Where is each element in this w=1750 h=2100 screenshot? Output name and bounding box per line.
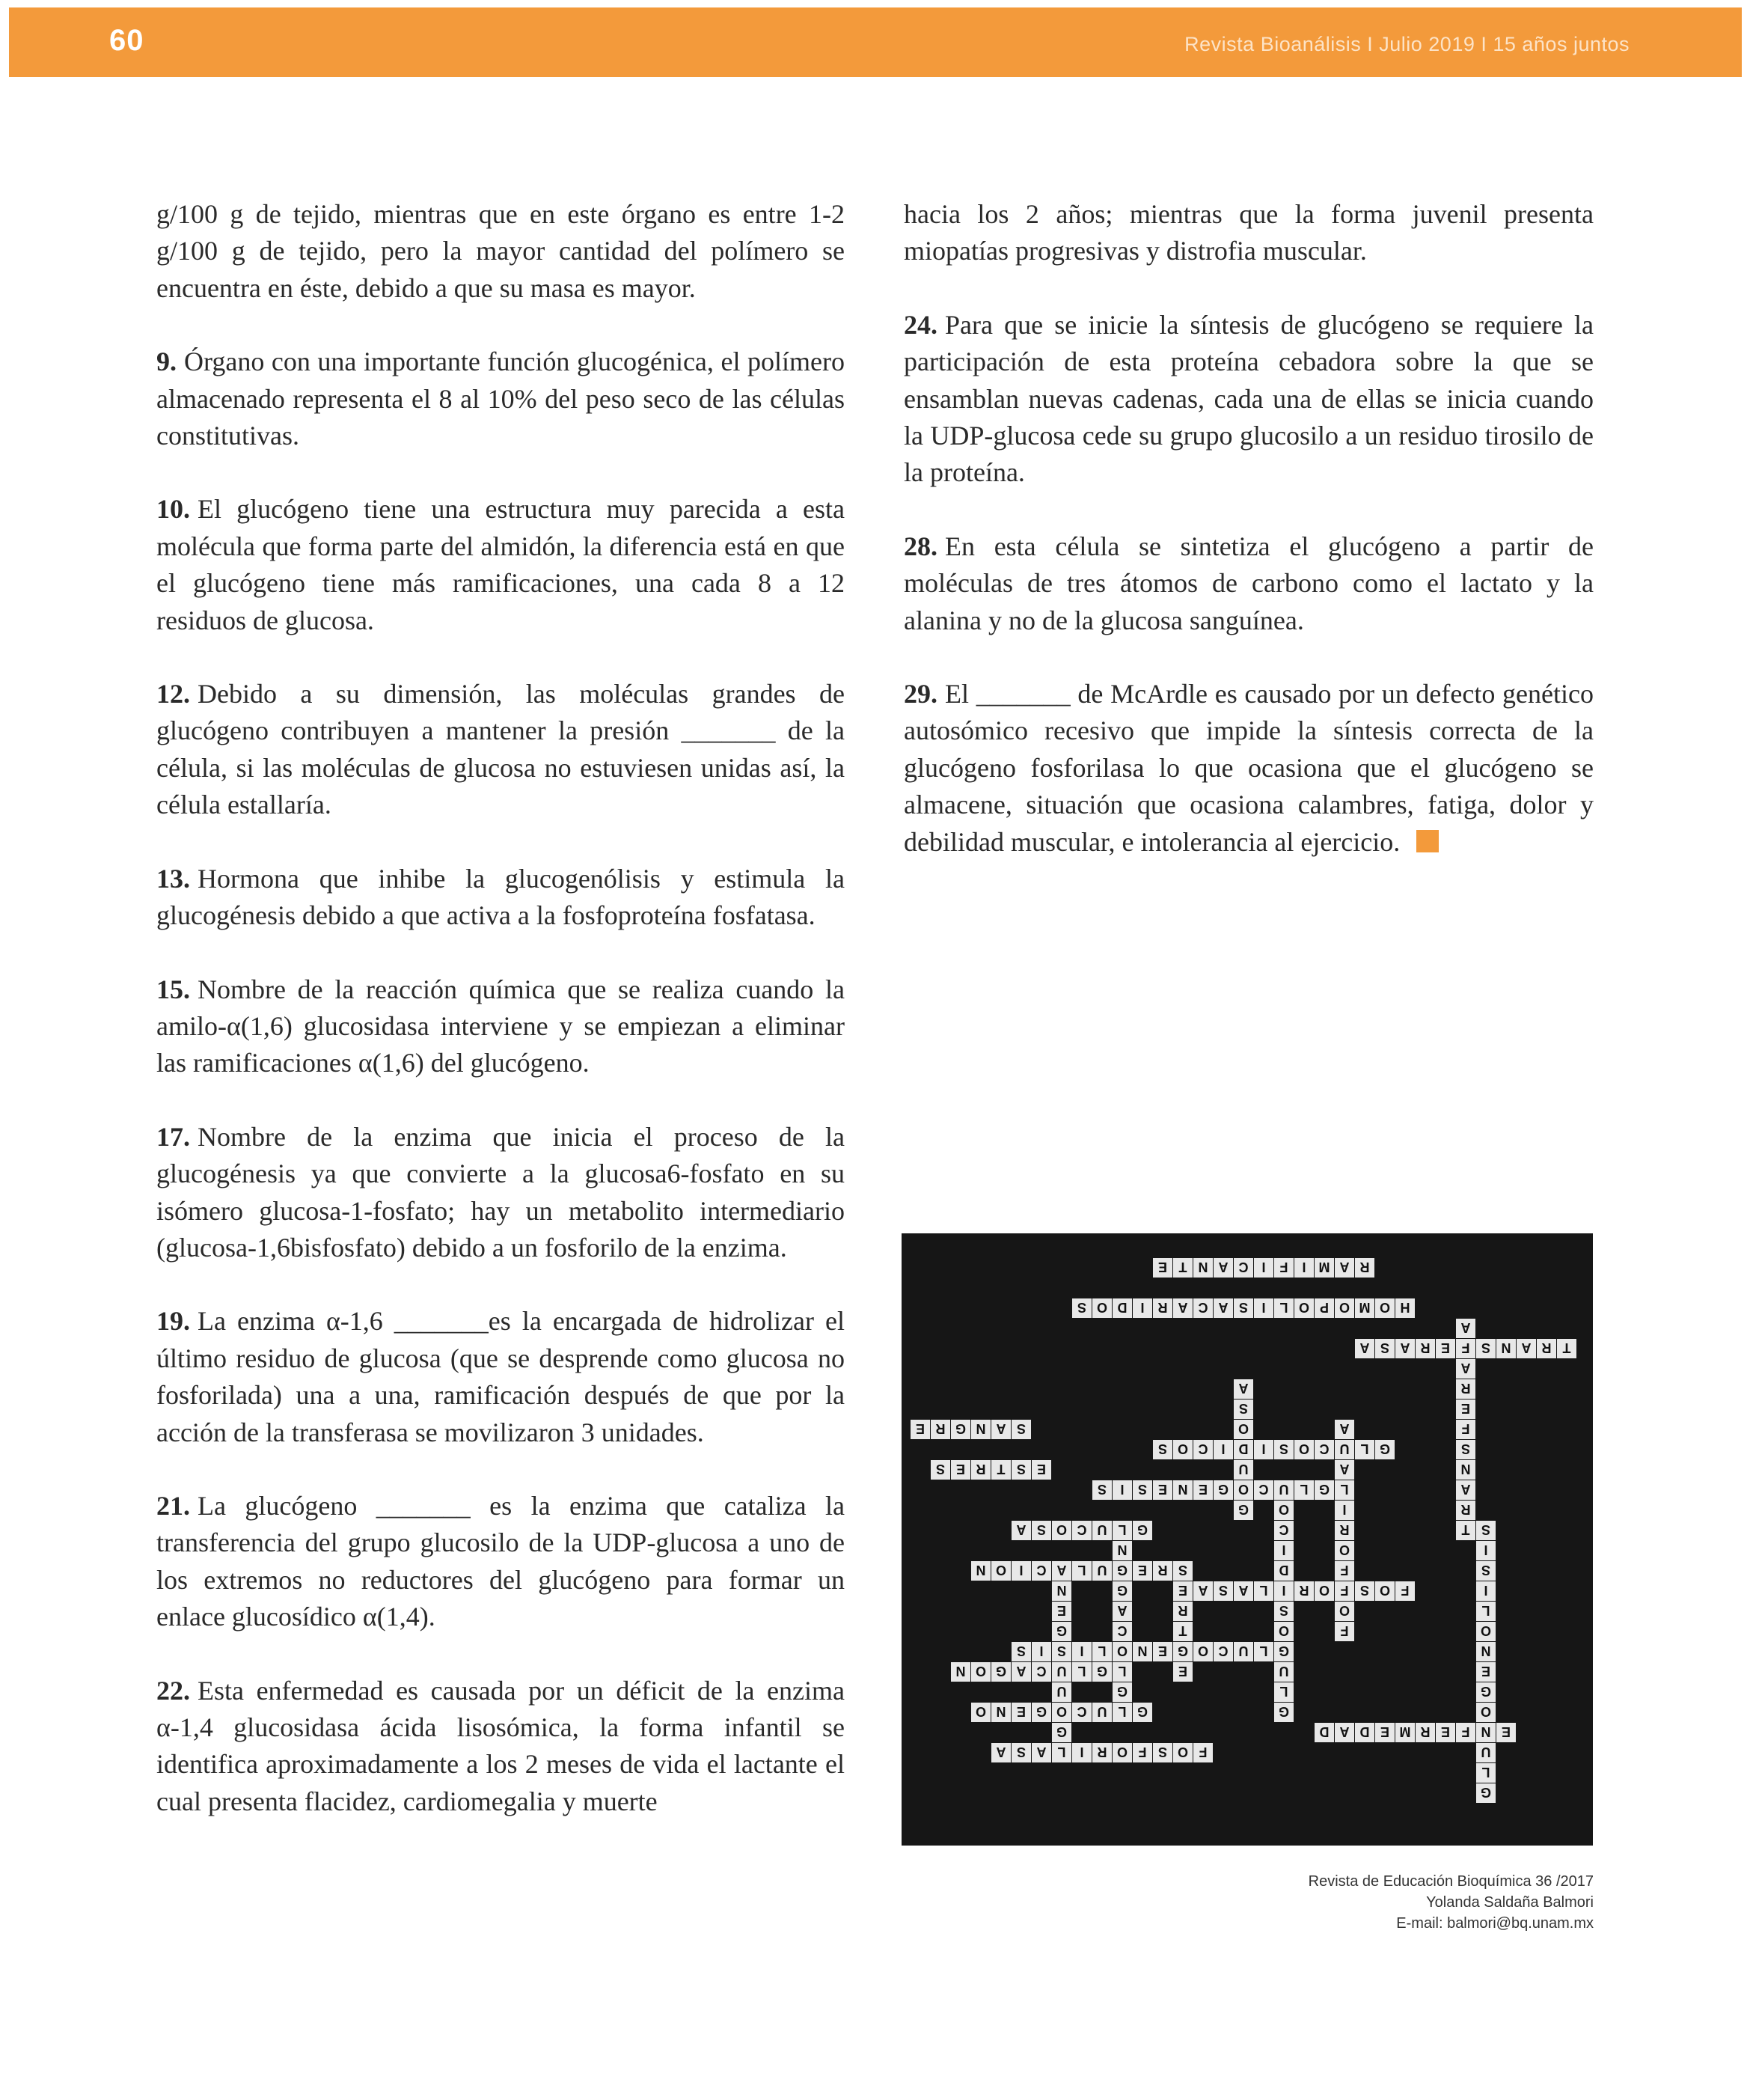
crossword-letter: A <box>1400 1340 1410 1355</box>
crossword-letter: F <box>1401 1583 1410 1598</box>
crossword-letter: O <box>1379 1583 1391 1598</box>
crossword-letter: E <box>1198 1482 1208 1497</box>
crossword-letter: L <box>1259 1583 1268 1598</box>
crossword-letter: L <box>1481 1603 1490 1618</box>
crossword-letter: I <box>1484 1542 1488 1557</box>
crossword-letter: O <box>1338 1542 1350 1557</box>
crossword-letter: L <box>1118 1664 1127 1679</box>
crossword-letter: S <box>1380 1340 1390 1355</box>
crossword-puzzle-image <box>902 1233 1593 1846</box>
crossword-letter: A <box>1218 1300 1229 1315</box>
clue-10 <box>156 491 845 639</box>
crossword-letter: F <box>1279 1260 1288 1275</box>
crossword-letter: D <box>1238 1441 1249 1456</box>
crossword-letter: G <box>1237 1502 1249 1517</box>
crossword-letter: F <box>1138 1745 1147 1759</box>
clue-24 <box>904 307 1594 492</box>
crossword-letter: F <box>1199 1745 1208 1759</box>
crossword-letter: O <box>1116 1745 1128 1759</box>
clue-number: 24. <box>904 309 937 340</box>
crossword-letter: E <box>1137 1563 1148 1578</box>
clue-number: 28. <box>904 531 937 561</box>
crossword-letter: R <box>1097 1745 1107 1759</box>
crossword-letter: N <box>1056 1583 1067 1598</box>
crossword-letter: U <box>1279 1482 1289 1497</box>
crossword-letter: L <box>1360 1441 1369 1456</box>
crossword-letter: R <box>1460 1502 1471 1517</box>
crossword-letter: O <box>1298 1300 1310 1315</box>
crossword-letter: N <box>1117 1542 1128 1557</box>
crossword-letter: D <box>1319 1724 1330 1739</box>
crossword-letter: M <box>1318 1260 1330 1275</box>
crossword-letter: G <box>1379 1441 1391 1456</box>
clue-text: La enzima α-1,6 _______es la encargada de hidrolizar el último residuo de glucosa (que se desprende como glucosa no fosforilada) una a una, ramificación después de que por la acción de la transferasa se movilizaron 3 unidades. <box>156 1306 845 1447</box>
clue-number: 9. <box>156 347 177 377</box>
crossword-letter: E <box>1481 1664 1491 1679</box>
clue-number: 19. <box>156 1306 190 1337</box>
crossword-letter: F <box>1340 1563 1349 1578</box>
crossword-letter: E <box>1157 1260 1168 1275</box>
crossword-letter: C <box>1258 1482 1269 1497</box>
crossword-letter: M <box>1359 1300 1371 1315</box>
crossword-letter: U <box>1097 1563 1107 1578</box>
page-number: 60 <box>109 24 144 57</box>
paragraph-continued <box>156 196 845 307</box>
crossword-letter: G <box>1116 1684 1128 1699</box>
journal-title: Revista Bioanálisis I Julio 2019 I 15 años juntos <box>1184 33 1630 55</box>
crossword-letter: S <box>1157 1745 1168 1759</box>
crossword-letter: E <box>1380 1724 1390 1739</box>
crossword-letter: G <box>1116 1563 1128 1578</box>
clue-22 <box>156 1673 845 1821</box>
crossword-letter: A <box>1178 1300 1188 1315</box>
crossword-letter: S <box>1481 1563 1491 1578</box>
crossword-letter: O <box>975 1664 987 1679</box>
crossword-letter: T <box>1461 1522 1470 1537</box>
crossword-letter: S <box>1460 1441 1471 1456</box>
crossword-letter: O <box>1338 1300 1350 1315</box>
crossword-letter: O <box>1480 1623 1492 1638</box>
clue-text: El _______ de McArdle es causado por un defecto genético autosómico recesivo que impide la síntesis correcta de la glucógeno fosforilasa lo que ocasiona que el glucógeno se almacene, situación que ocasiona calambres, fatiga, dolor y debilidad muscular, e intolerancia al ejercicio. <box>904 679 1594 857</box>
clue-29 <box>904 676 1594 861</box>
crossword-letter: C <box>1238 1260 1249 1275</box>
crossword-letter: A <box>1238 1381 1249 1396</box>
crossword-letter: R <box>976 1462 986 1477</box>
crossword-letter: E <box>1440 1724 1451 1739</box>
clue-12 <box>156 676 845 824</box>
crossword-letter: R <box>1157 1563 1168 1578</box>
clue-17 <box>156 1119 845 1267</box>
crossword-letter: L <box>1077 1563 1086 1578</box>
crossword-letter: R <box>1178 1603 1188 1618</box>
crossword-letter: S <box>1016 1462 1027 1477</box>
crossword-letter: P <box>1319 1300 1330 1315</box>
crossword-letter: S <box>1016 1745 1027 1759</box>
crossword-letter: G <box>1136 1522 1148 1537</box>
clue-number: 15. <box>156 974 190 1004</box>
crossword-letter: L <box>1057 1745 1066 1759</box>
crossword-letter: A <box>1339 1260 1350 1275</box>
crossword-letter: S <box>1056 1643 1067 1658</box>
crossword-letter: N <box>1501 1340 1511 1355</box>
clue-text: Debido a su dimensión, las moléculas grandes de glucógeno contribuyen a mantener la presión _______ de la célula, si las moléculas de glucosa no estuviesen unidas así, la célula estallaría. <box>156 679 845 820</box>
crossword-letter: O <box>1116 1643 1128 1658</box>
crossword-letter: S <box>1279 1603 1289 1618</box>
crossword-letter: F <box>1340 1623 1349 1638</box>
crossword-letter: G <box>1035 1704 1047 1719</box>
crossword-letter: N <box>996 1704 1006 1719</box>
clue-28 <box>904 528 1594 639</box>
crossword-letter: R <box>1359 1260 1370 1275</box>
crossword-letter: L <box>1098 1643 1107 1658</box>
crossword-letter: S <box>935 1462 946 1477</box>
crossword-letter: G <box>1177 1643 1189 1658</box>
crossword-letter: L <box>1279 1300 1288 1315</box>
left-column <box>156 196 845 1857</box>
crossword-letter: E <box>1016 1704 1027 1719</box>
crossword-letter: A <box>996 1421 1006 1436</box>
crossword-letter: R <box>1157 1300 1168 1315</box>
clue-text: La glucógeno _______ es la enzima que cataliza la transferencia del grupo glucosilo de la UDP-glucosa a uno de los extremos no reductores del glucógeno para formar un enlace glucosídico α(1,4). <box>156 1490 845 1632</box>
crossword-letter: O <box>995 1563 1007 1578</box>
paragraph-continued <box>904 196 1594 270</box>
crossword-letter: N <box>1198 1260 1208 1275</box>
credit-author: Yolanda Saldaña Balmori <box>1426 1894 1594 1911</box>
crossword-letter: A <box>1117 1603 1128 1618</box>
crossword-letter: G <box>1096 1664 1108 1679</box>
crossword-letter: G <box>1480 1684 1492 1699</box>
crossword-letter: E <box>955 1462 966 1477</box>
clue-text: Para que se inicie la síntesis de glucógeno se requiere la participación de esta proteína cebadora sobre la que se ensamblan nuevas cadenas, cada una de ellas se inicia cuando la UDP-glucosa cede su grupo glucosilo a un residuo tirosilo de la proteína. <box>904 309 1594 488</box>
crossword-letter: S <box>1481 1340 1491 1355</box>
crossword-letter: I <box>1302 1260 1306 1275</box>
crossword-letter: I <box>1221 1441 1226 1456</box>
crossword-letter: S <box>1359 1583 1370 1598</box>
crossword-letter: L <box>1118 1522 1127 1537</box>
crossword-letter: E <box>1501 1724 1511 1739</box>
crossword-letter: A <box>996 1745 1006 1759</box>
crossword-letter: S <box>1097 1482 1107 1497</box>
crossword-letter: O <box>1278 1502 1290 1517</box>
crossword-letter: O <box>1056 1704 1068 1719</box>
crossword-letter: I <box>1039 1643 1044 1658</box>
crossword-letter: A <box>1521 1340 1532 1355</box>
clue-text: El glucógeno tiene una estructura muy parecida a esta molécula que forma parte del almidón, la diferencia está en que el glucógeno tiene más ramificaciones, una cada 8 a 12 residuos de glucosa. <box>156 494 845 635</box>
crossword-letter: L <box>1259 1643 1268 1658</box>
crossword-letter: R <box>935 1421 946 1436</box>
crossword-letter: D <box>1359 1724 1370 1739</box>
crossword-letter: O <box>1056 1522 1068 1537</box>
crossword-letter: H <box>1400 1300 1410 1315</box>
crossword-letter: O <box>975 1704 987 1719</box>
crossword-letter: C <box>1319 1441 1330 1456</box>
crossword-letter: C <box>1279 1522 1289 1537</box>
crossword-letter: I <box>1282 1583 1286 1598</box>
crossword-letter: U <box>1481 1745 1491 1759</box>
crossword-letter: A <box>1016 1522 1027 1537</box>
paragraph-text: hacia los 2 años; mientras que la forma juvenil presenta miopatías progresivas y distrofia muscular. <box>904 199 1594 266</box>
crossword-letter: O <box>1379 1300 1391 1315</box>
clue-19 <box>156 1303 845 1451</box>
crossword-letter: T <box>1178 1623 1187 1638</box>
clue-text: Órgano con una importante función glucogénica, el polímero almacenado representa el 8 al 10% del peso seco de las células constitutivas. <box>156 347 845 451</box>
crossword-letter: S <box>1238 1401 1249 1416</box>
crossword-letter: I <box>1080 1745 1084 1759</box>
crossword-letter: E <box>915 1421 926 1436</box>
crossword-letter: A <box>1460 1361 1471 1376</box>
crossword-letter: F <box>1461 1724 1470 1739</box>
crossword-letter: A <box>1460 1482 1471 1497</box>
crossword-letter: I <box>1484 1583 1488 1598</box>
crossword-letter: U <box>1238 1462 1249 1477</box>
crossword-letter: O <box>1318 1583 1330 1598</box>
crossword-letter: C <box>1117 1623 1128 1638</box>
crossword-letter: E <box>1440 1340 1451 1355</box>
crossword-letter: R <box>1541 1340 1552 1355</box>
crossword-letter: I <box>1261 1260 1266 1275</box>
crossword-letter: A <box>1238 1583 1249 1598</box>
crossword-letter: G <box>1278 1704 1290 1719</box>
crossword-letter: I <box>1019 1563 1024 1578</box>
crossword-letter: U <box>1097 1704 1107 1719</box>
clue-text: En esta célula se sintetiza el glucógeno a partir de moléculas de tres átomos de carbono como el lactato y la alanina y no de la glucosa sanguínea. <box>904 531 1594 635</box>
crossword-letter: C <box>1036 1664 1047 1679</box>
clue-text: Nombre de la reacción química que se realiza cuando la amilo-α(1,6) glucosidasa interviene y se empiezan a eliminar las ramificaciones α(1,6) del glucógeno. <box>156 974 845 1078</box>
crossword-letter: M <box>1399 1724 1411 1739</box>
crossword-letter: A <box>1036 1745 1047 1759</box>
image-credits <box>904 1871 1594 1934</box>
crossword-letter: G <box>995 1664 1007 1679</box>
crossword-letter: O <box>1197 1643 1209 1658</box>
clue-13 <box>156 861 845 935</box>
crossword-letter: T <box>1562 1340 1571 1355</box>
credit-source: Revista de Educación Bioquímica 36 /2017 <box>1308 1873 1594 1890</box>
clue-text: Hormona que inhibe la glucogenólisis y estimula la glucogénesis debido a que activa a la fosfoproteína fosfatasa. <box>156 863 845 931</box>
crossword-letter: O <box>1237 1421 1249 1436</box>
clue-number: 10. <box>156 494 190 525</box>
crossword-letter: N <box>1178 1482 1188 1497</box>
end-of-article-square-icon <box>1416 830 1439 852</box>
crossword-letter: D <box>1117 1300 1128 1315</box>
crossword-letter: I <box>1080 1643 1084 1658</box>
crossword-letter: R <box>1460 1381 1471 1396</box>
crossword-letter: O <box>1278 1623 1290 1638</box>
crossword-letter: S <box>1137 1482 1148 1497</box>
clue-number: 22. <box>156 1675 190 1706</box>
crossword-letter: E <box>1460 1401 1471 1416</box>
crossword-letter: N <box>1137 1643 1148 1658</box>
crossword-letter: G <box>1056 1724 1068 1739</box>
crossword-letter: L <box>1118 1704 1127 1719</box>
clue-15 <box>156 971 845 1082</box>
crossword-letter: G <box>1056 1623 1068 1638</box>
crossword-letter: S <box>1178 1563 1188 1578</box>
crossword-letter: A <box>1339 1462 1350 1477</box>
crossword-letter: F <box>1340 1583 1349 1598</box>
crossword-letter: U <box>1339 1441 1350 1456</box>
crossword-letter: S <box>1218 1583 1229 1598</box>
clue-9 <box>156 344 845 454</box>
crossword-letter: C <box>1036 1563 1047 1578</box>
credit-email: E-mail: balmori@bq.unam.mx <box>1396 1915 1594 1932</box>
clue-number: 12. <box>156 679 190 709</box>
crossword-letter: G <box>1116 1583 1128 1598</box>
crossword-letter: S <box>1481 1522 1491 1537</box>
crossword-letter: U <box>1056 1664 1067 1679</box>
crossword-letter: T <box>997 1462 1006 1477</box>
crossword-letter: L <box>1300 1482 1309 1497</box>
crossword-letter: T <box>1178 1260 1187 1275</box>
crossword-letter: S <box>1036 1522 1047 1537</box>
crossword-letter: S <box>1016 1643 1027 1658</box>
crossword-letter: I <box>1261 1441 1266 1456</box>
crossword-letter: O <box>1338 1603 1350 1618</box>
crossword-letter: R <box>1299 1583 1309 1598</box>
clue-number: 13. <box>156 863 190 894</box>
crossword-letter: S <box>1157 1441 1168 1456</box>
clue-number: 21. <box>156 1490 190 1521</box>
crossword-letter: C <box>1198 1441 1208 1456</box>
crossword-letter: I <box>1261 1300 1266 1315</box>
crossword-letter: L <box>1077 1664 1086 1679</box>
crossword-letter: A <box>1339 1421 1350 1436</box>
crossword-letter: O <box>1177 1745 1189 1759</box>
crossword-letter: O <box>1177 1441 1189 1456</box>
crossword-letter: I <box>1140 1300 1145 1315</box>
crossword-letter: N <box>955 1664 966 1679</box>
crossword-letter: N <box>1481 1643 1491 1658</box>
crossword-letter: A <box>1016 1664 1027 1679</box>
crossword-letter: A <box>1339 1724 1350 1739</box>
crossword-letter: F <box>1461 1340 1470 1355</box>
crossword-letter: L <box>1481 1765 1490 1780</box>
crossword-letter: C <box>1218 1643 1229 1658</box>
crossword-letter: G <box>1136 1704 1148 1719</box>
crossword-letter: U <box>1097 1522 1107 1537</box>
crossword-letter: F <box>1461 1421 1470 1436</box>
crossword-letter: S <box>1077 1300 1087 1315</box>
right-column <box>904 196 1594 897</box>
header-bar <box>9 7 1742 77</box>
crossword-letter: E <box>1157 1643 1168 1658</box>
crossword-letter: S <box>1279 1441 1289 1456</box>
crossword-letter: L <box>1279 1684 1288 1699</box>
crossword-letter: G <box>1278 1643 1290 1658</box>
crossword-letter: S <box>1238 1300 1249 1315</box>
crossword-letter: A <box>1198 1583 1208 1598</box>
crossword-grid <box>902 1233 1593 1846</box>
crossword-letter: O <box>1298 1441 1310 1456</box>
crossword-letter: O <box>1237 1482 1249 1497</box>
clue-number: 17. <box>156 1121 190 1152</box>
clue-text: Esta enfermedad es causada por un déficit de la enzima α-1,4 glucosidasa ácida lisosómica, la forma infantil se identifica aproximadamente a los 2 meses de vida el lactante el cual presenta flacidez, cardiomegalia y muerte <box>156 1675 845 1816</box>
crossword-letter: N <box>976 1563 986 1578</box>
crossword-letter: A <box>1056 1563 1067 1578</box>
crossword-letter: E <box>1178 1583 1188 1598</box>
crossword-letter: U <box>1238 1643 1249 1658</box>
crossword-letter: E <box>1157 1482 1168 1497</box>
crossword-letter: E <box>1178 1664 1188 1679</box>
crossword-letter: R <box>1420 1340 1431 1355</box>
crossword-letter: D <box>1279 1563 1289 1578</box>
crossword-letter: G <box>1318 1482 1330 1497</box>
crossword-letter: R <box>1339 1522 1350 1537</box>
crossword-letter: G <box>1480 1785 1492 1800</box>
crossword-letter: S <box>1016 1421 1027 1436</box>
crossword-letter: L <box>1340 1482 1349 1497</box>
crossword-letter: A <box>1460 1320 1471 1335</box>
clue-number: 29. <box>904 679 937 709</box>
crossword-letter: R <box>1420 1724 1431 1739</box>
crossword-letter: U <box>1279 1664 1289 1679</box>
crossword-letter: E <box>1036 1462 1047 1477</box>
clue-21 <box>156 1488 845 1636</box>
crossword-letter: C <box>1077 1704 1087 1719</box>
clue-text: Nombre de la enzima que inicia el proceso de la glucogénesis ya que convierte a la glucosa6-fosfato en su isómero glucosa-1-fosfato; hay un metabolito intermediario (glucosa-1,6bisfosfato) debido a un fosforilo de la enzima. <box>156 1121 845 1263</box>
crossword-letter: G <box>955 1421 967 1436</box>
crossword-letter: I <box>1342 1502 1347 1517</box>
crossword-letter: C <box>1198 1300 1208 1315</box>
crossword-letter: N <box>1481 1724 1491 1739</box>
crossword-letter: C <box>1077 1522 1087 1537</box>
paragraph-text: g/100 g de tejido, mientras que en este órgano es entre 1-2 g/100 g de tejido, pero la mayor cantidad del polímero se encuentra en éste, debido a que su masa es mayor. <box>156 199 845 303</box>
crossword-letter: G <box>1217 1482 1229 1497</box>
crossword-letter: O <box>1480 1704 1492 1719</box>
crossword-letter: A <box>1359 1340 1370 1355</box>
crossword-letter: O <box>1096 1300 1108 1315</box>
crossword-letter: E <box>1056 1603 1067 1618</box>
crossword-letter: U <box>1056 1684 1067 1699</box>
crossword-letter: N <box>976 1421 986 1436</box>
crossword-letter: I <box>1120 1482 1125 1497</box>
crossword-letter: A <box>1218 1260 1229 1275</box>
crossword-letter: N <box>1460 1462 1471 1477</box>
crossword-letter: I <box>1282 1542 1286 1557</box>
